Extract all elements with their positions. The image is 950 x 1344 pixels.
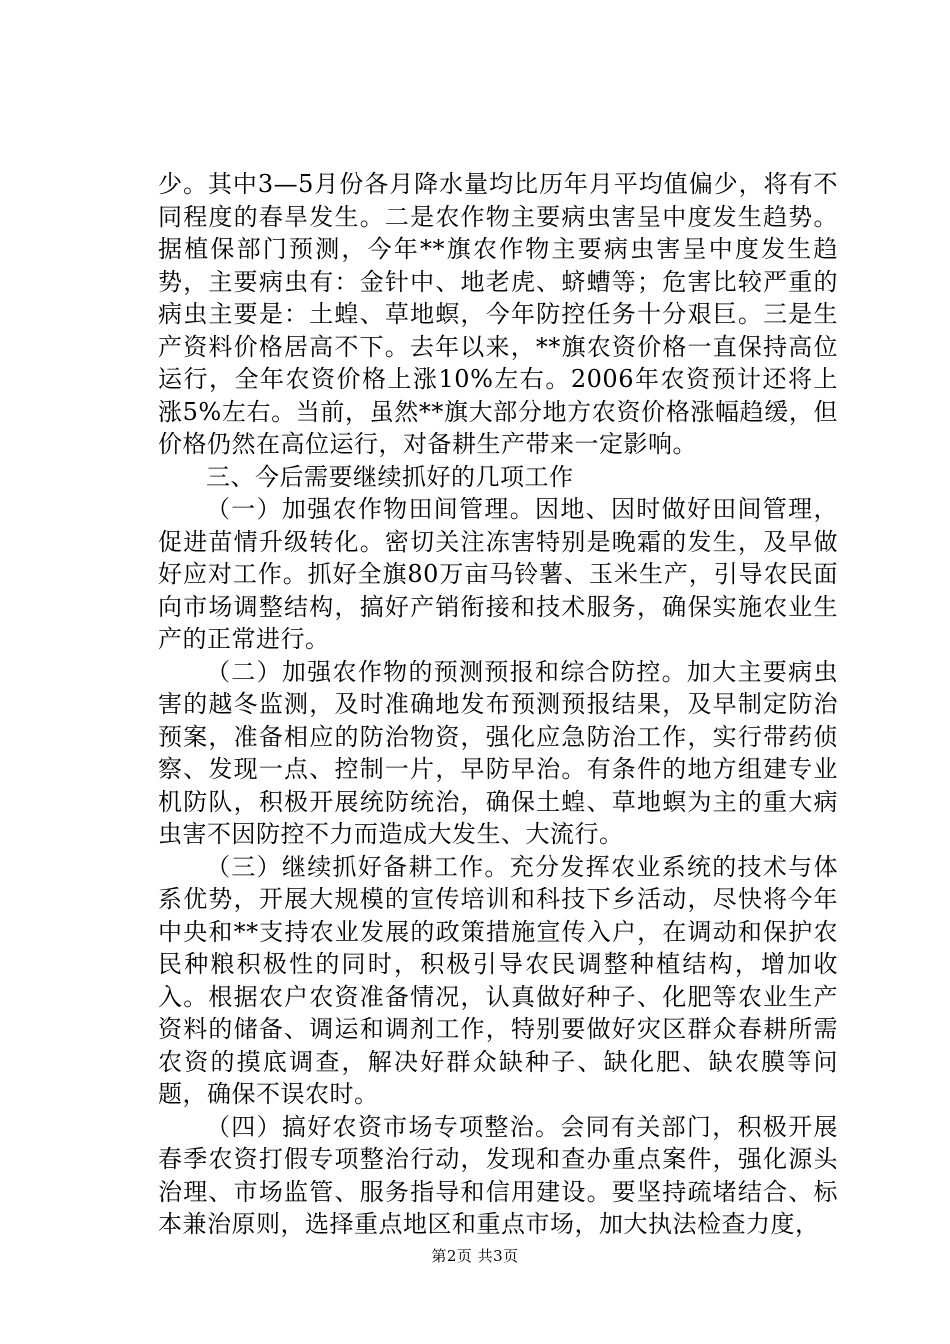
paragraph-continuation: 少。其中3—5月份各月降水量均比历年月平均值偏少，将有不同程度的春旱发生。二是农作物主要病虫害呈中度发生趋势。据植保部门预测，今年**旗农作物主要病虫害呈中度发生趋势，主要病虫有：金针中、地老虎、蛴螬等；危害比较严重的病虫主要是：土蝗、草地螟，今年防控任务十分艰巨。三是生产资料价格居高不下。去年以来，**旗农资价格一直保持高位运行，全年农资价格上涨10%左右。2006年农资预计还将上涨5%左右。当前，虽然**旗大部分地方农资价格涨幅趋缓，但价格仍然在高位运行，对备耕生产带来一定影响。 [158, 170, 838, 458]
page-footer: 第2页 共3页 [431, 1247, 519, 1265]
document-body [158, 168, 838, 1241]
paragraph-item-3: （三）继续抓好备耕工作。充分发挥农业系统的技术与体系优势，开展大规模的宣传培训和科技下乡活动，尽快将今年中央和**支持农业发展的政策措施宣传入户，在调动和保护农民种粮积极性的同时，积极引导农民调整种植结构，增加收入。根据农户农资准备情况，认真做好种子、化肥等农业生产资料的储备、调运和调剂工作，特别要做好灾区群众春耕所需农资的摸底调查，解决好群众缺种子、缺化肥、缺农膜等问题，确保不误农时。 [158, 852, 838, 1108]
section-heading: 三、今后需要继续抓好的几项工作 [206, 462, 574, 491]
paragraph-item-4: （四）搞好农资市场专项整治。会同有关部门，积极开展春季农资打假专项整治行动，发现和查办重点案件，强化源头治理、市场监管、服务指导和信用建设。要坚持疏堵结合、标本兼治原则，选择重点地区和重点市场，加大执法检查力度， [158, 1112, 838, 1238]
paragraph-item-1: （一）加强农作物田间管理。因地、因时做好田间管理，促进苗情升级转化。密切关注冻害特别是晚霜的发生，及早做好应对工作。抓好全旗80万亩马铃薯、玉米生产，引导农民面向市场调整结构，搞好产销衔接和技术服务，确保实施农业生产的正常进行。 [158, 495, 838, 653]
paragraph-item-2: （二）加强农作物的预测预报和综合防控。加大主要病虫害的越冬监测，及时准确地发布预测预报结果，及早制定防治预案，准备相应的防治物资，强化应急防治工作，实行带药侦察、发现一点、控制一片，早防早治。有条件的地方组建专业机防队，积极开展统防统治，确保土蝗、草地螟为主的重大病虫害不因防控不力而造成大发生、大流行。 [158, 657, 838, 848]
